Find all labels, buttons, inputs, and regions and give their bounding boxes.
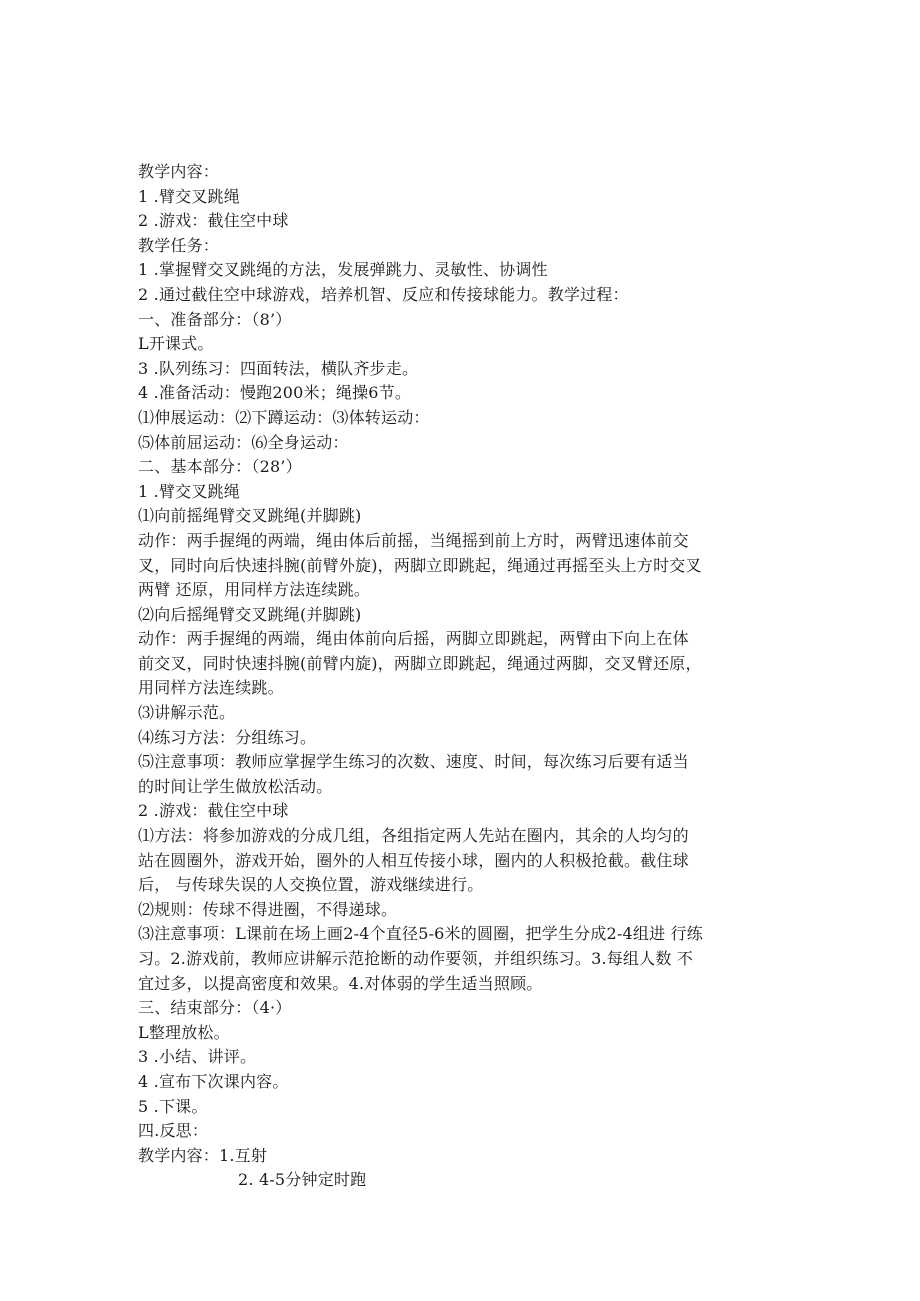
text-line: ⑴伸展运动：⑵下蹲运动：⑶体转运动：: [138, 407, 430, 427]
text-line: 叉，同时向后快速抖腕(前臂外旋)，两脚立即跳起，绳通过再摇至头上方时交叉: [138, 555, 702, 575]
text-line: ⑸体前屈运动：⑹全身运动：: [138, 432, 349, 452]
section-heading-preparation: 一、准备部分：（8’）: [138, 309, 292, 329]
text-line: 2. 4-5分钟定时跑: [238, 1170, 367, 1190]
text-line: 后， 与传球失误的人交换位置，游戏继续进行。: [138, 875, 484, 895]
text-line: 动作：两手握绳的两端，绳由体后前摇，当绳摇到前上方时，两臂迅速体前交: [138, 530, 689, 550]
document-body: [138, 160, 788, 1193]
task-item: 2 .通过截住空中球游戏，培养机智、反应和传接球能力。教学过程：: [138, 284, 629, 304]
heading-tasks: 教学任务：: [138, 235, 220, 255]
text-line: ⑵向后摇绳臂交叉跳绳(并脚跳): [138, 604, 362, 624]
text-line: 用同样方法连续跳。: [138, 678, 284, 698]
section-heading-closing: 三、结束部分：（4·）: [138, 998, 292, 1018]
text-line: 4 .宣布下次课内容。: [138, 1071, 289, 1091]
text-line: ⑵规则：传球不得进圈，不得递球。: [138, 899, 398, 919]
heading-content: 教学内容：: [138, 162, 220, 181]
text-line: ⑸注意事项：教师应掌握学生练习的次数、速度、时间，每次练习后要有适当: [138, 752, 689, 772]
text-line: 习。2.游戏前，教师应讲解示范抢断的动作要领，并组织练习。3.每组人数 不: [138, 949, 694, 968]
text-line: 动作：两手握绳的两端，绳由体前向后摇，两脚立即跳起，两臂由下向上在体: [138, 629, 689, 649]
text-line: 3 .小结、讲评。: [138, 1047, 257, 1067]
task-item: 1 .掌握臂交叉跳绳的方法，发展弹跳力、灵敏性、协调性: [138, 260, 548, 280]
text-line: 站在圆圈外，游戏开始，圈外的人相互传接小球，圈内的人积极抢截。截住球: [138, 850, 689, 870]
text-line: 1 .臂交叉跳绳: [138, 481, 240, 501]
text-line: L整理放松。: [138, 1022, 230, 1042]
text-line: 4 .准备活动：慢跑200米；绳操6节。: [138, 383, 412, 403]
text-line: 的时间让学生做放松活动。: [138, 776, 333, 796]
section-heading-reflection: 四.反思：: [138, 1121, 209, 1141]
text-line: ⑴方法：将参加游戏的分成几组，各组指定两人先站在圈内，其余的人均匀的: [138, 826, 689, 846]
text-line: ⑴向前摇绳臂交叉跳绳(并脚跳): [138, 506, 362, 526]
text-line: 宜过多，以提高密度和效果。4.对体弱的学生适当照顾。: [138, 973, 543, 993]
text-line: 3 .队列练习：四面转法，横队齐步走。: [138, 358, 419, 378]
text-line: 教学内容：1.互射: [138, 1145, 268, 1165]
text-line: 前交叉，同时快速抖腕(前臂内旋)，两脚立即跳起，绳通过两脚，交叉臂还原，: [138, 653, 702, 673]
content-item: 2 .游戏：截住空中球: [138, 211, 289, 231]
content-item: 1 .臂交叉跳绳: [138, 186, 240, 206]
text-line: ⑶注意事项：L课前在场上画2-4个直径5-6米的圆圈，把学生分成2-4组进 行练: [138, 924, 704, 944]
text-line: ⑶讲解示范。: [138, 703, 236, 723]
text-line: 2 .游戏：截住空中球: [138, 801, 289, 821]
text-line: 两臂 还原，用同样方法连续跳。: [138, 580, 371, 600]
text-line: L开课式。: [138, 334, 214, 354]
text-line: 5 .下课。: [138, 1096, 208, 1116]
section-heading-basic: 二、基本部分：（28’）: [138, 457, 302, 477]
text-line: ⑷练习方法：分组练习。: [138, 727, 317, 747]
